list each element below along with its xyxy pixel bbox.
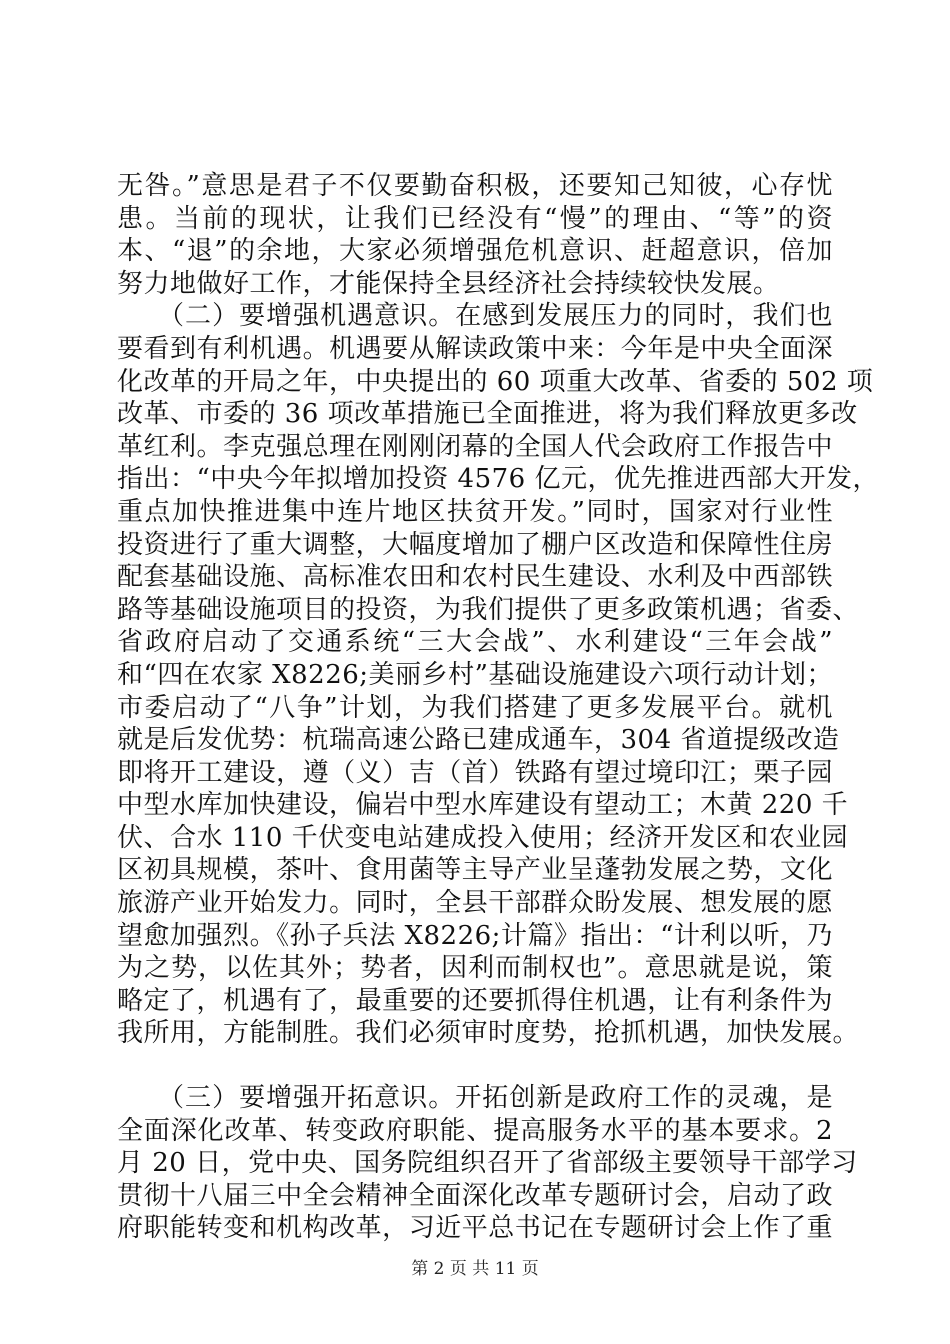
text-line: 和“四在农家 X8226;美丽乡村”基础设施建设六项行动计划；	[117, 659, 833, 690]
text-line: 即将开工建设，遵（义）吉（首）铁路有望过境印江；栗子园	[117, 757, 833, 788]
text-line: （三）要增强开拓意识。开拓创新是政府工作的灵魂，是	[117, 1083, 833, 1114]
text-line: 月 20 日，党中央、国务院组织召开了省部级主要领导干部学习	[117, 1148, 858, 1179]
text-line: 路等基础设施项目的投资，为我们提供了更多政策机遇；省委、	[117, 594, 860, 625]
text-line: 化改革的开局之年，中央提出的 60 项重大改革、省委的 502 项	[117, 366, 874, 397]
document-body	[117, 170, 879, 1245]
text-line: 投资进行了重大调整，大幅度增加了棚户区改造和保障性住房	[117, 529, 833, 560]
page-number-label: 第 2 页 共 11 页	[411, 1259, 539, 1279]
text-line: 区初具规模，茶叶、食用菌等主导产业呈蓬勃发展之势，文化	[117, 855, 833, 886]
text-line: 略定了，机遇有了，最重要的还要抓得住机遇，让有利条件为	[117, 985, 833, 1016]
text-line: 重点加快推进集中连片地区扶贫开发。”同时，国家对行业性	[117, 496, 833, 527]
text-line: 府职能转变和机构改革，习近平总书记在专题研讨会上作了重	[117, 1213, 833, 1244]
text-line: 改革、市委的 36 项改革措施已全面推进，将为我们释放更多改	[117, 399, 858, 430]
text-line: 患。当前的现状，让我们已经没有“慢”的理由、“等”的资	[117, 203, 833, 234]
text-line: 全面深化改革、转变政府职能、提高服务水平的基本要求。2	[117, 1115, 833, 1146]
text-line: 努力地做好工作，才能保持全县经济社会持续较快发展。	[117, 268, 780, 299]
text-line: 省政府启动了交通系统“三大会战”、水利建设“三年会战”	[117, 627, 833, 658]
paragraph-2	[117, 300, 879, 1050]
page-footer	[0, 1258, 950, 1280]
text-line: 为之势，以佐其外；势者，因利而制权也”。意思就是说，策	[117, 953, 833, 984]
text-line: 配套基础设施、高标准农田和农村民生建设、水利及中西部铁	[117, 562, 833, 593]
text-line: （二）要增强机遇意识。在感到发展压力的同时，我们也	[117, 301, 833, 332]
text-line: 伏、合水 110 千伏变电站建成投入使用；经济开发区和农业园	[117, 822, 849, 853]
text-line: 市委启动了“八争”计划，为我们搭建了更多发展平台。就机	[117, 692, 833, 723]
paragraph-3	[117, 1082, 858, 1245]
text-line: 贯彻十八届三中全会精神全面深化改革专题研讨会，启动了政	[117, 1180, 833, 1211]
text-line: 就是后发优势：杭瑞高速公路已建成通车，304 省道提级改造	[117, 725, 840, 756]
paragraph-spacer	[117, 1050, 833, 1082]
text-line: 中型水库加快建设，偏岩中型水库建设有望动工；木黄 220 千	[117, 790, 849, 821]
text-line: 要看到有利机遇。机遇要从解读政策中来：今年是中央全面深	[117, 333, 833, 364]
text-line: 革红利。李克强总理在刚刚闭幕的全国人代会政府工作报告中	[117, 431, 833, 462]
text-line: 望愈加强烈。《孙子兵法 X8226;计篇》指出：“计利以听，乃	[117, 920, 833, 951]
text-line: 无咎。”意思是君子不仅要勤奋积极，还要知己知彼，心存忧	[117, 171, 833, 201]
text-line: 我所用，方能制胜。我们必须审时度势，抢抓机遇，加快发展。	[117, 1018, 860, 1049]
paragraph-1	[117, 170, 833, 300]
text-line: 旅游产业开始发力。同时，全县干部群众盼发展、想发展的愿	[117, 888, 833, 919]
text-line: 指出：“中央今年拟增加投资 4576 亿元，优先推进西部大开发，	[117, 464, 879, 495]
text-line: 本、“退”的余地，大家必须增强危机意识、赶超意识，倍加	[117, 236, 833, 267]
